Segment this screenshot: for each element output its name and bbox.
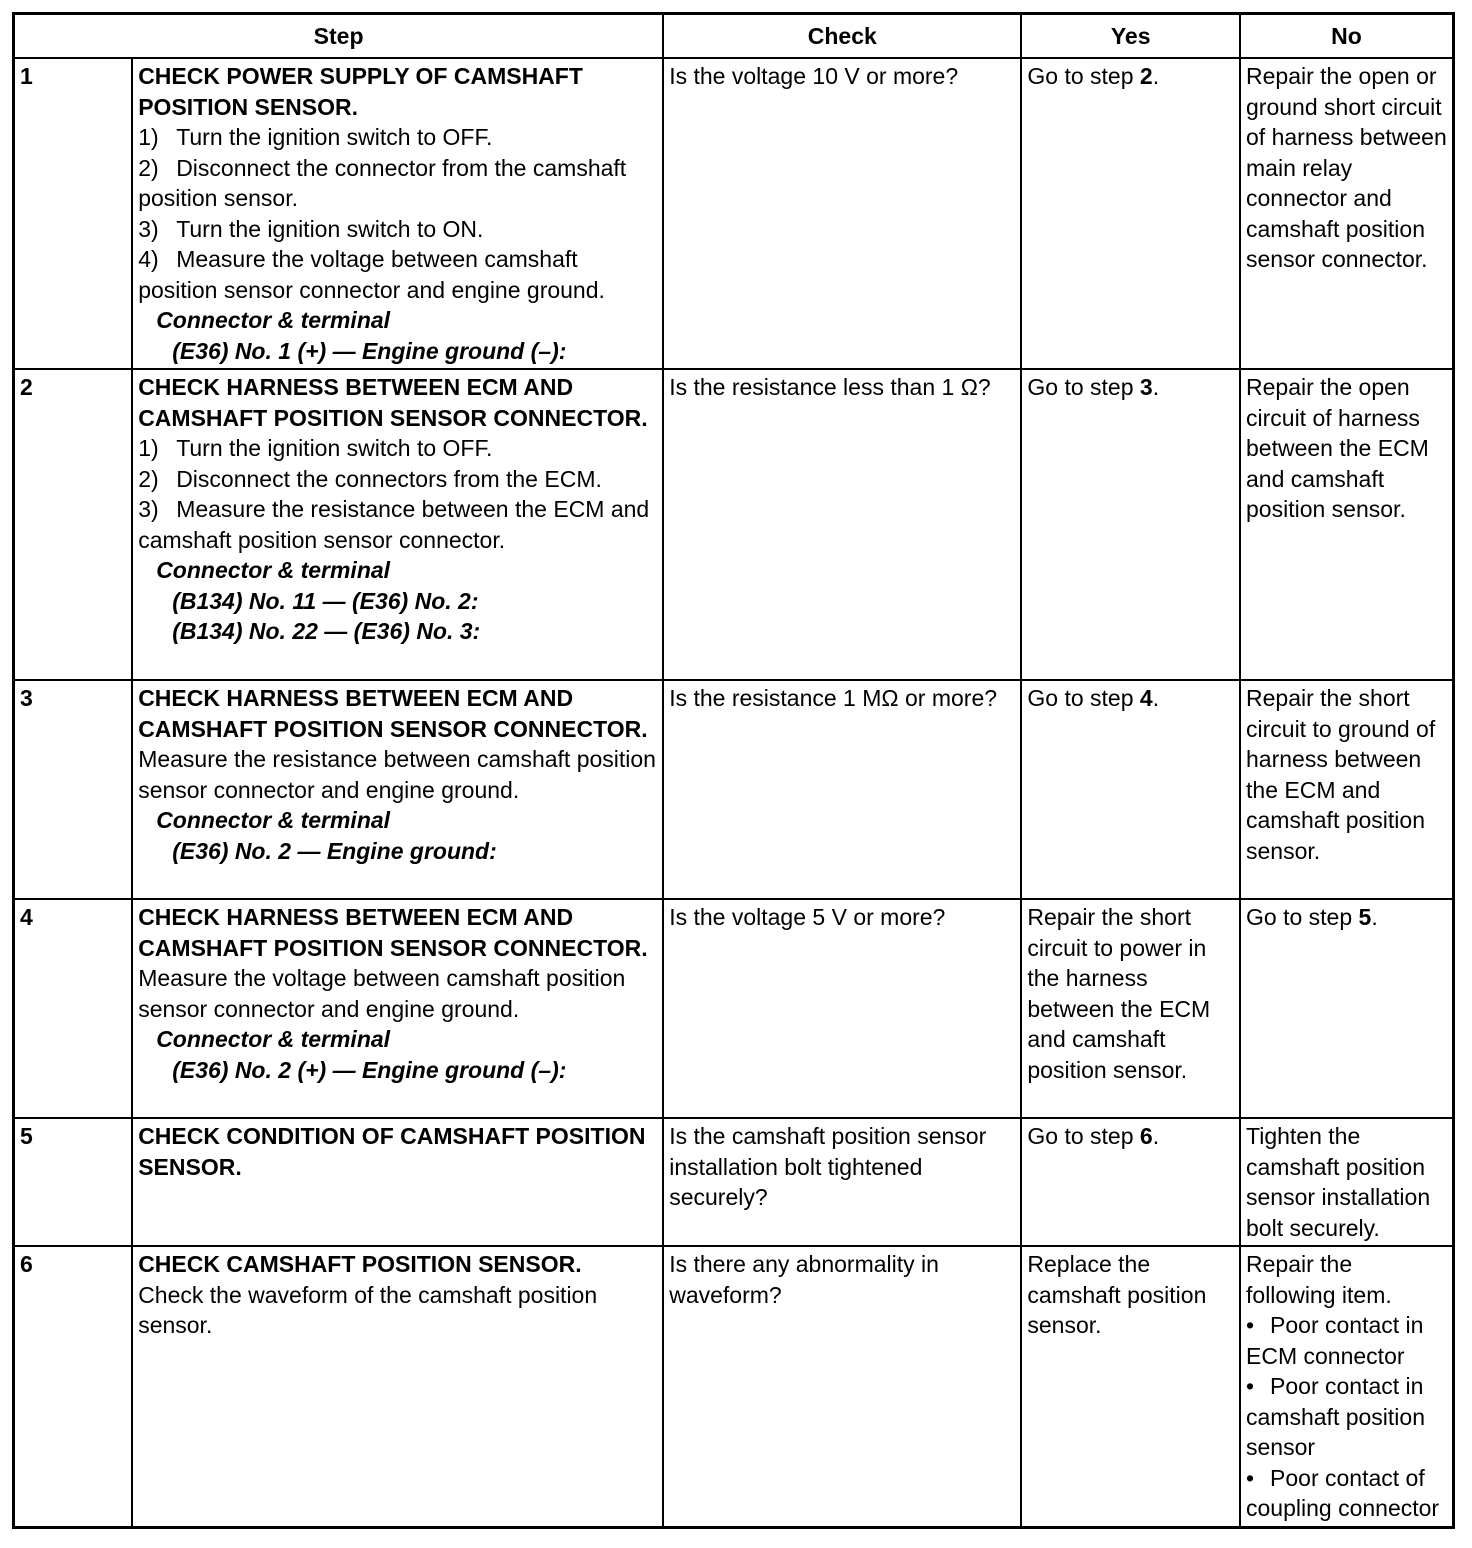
- table-row: [14, 680, 1454, 899]
- yes-cell: Repair the short circuit to power in the harness between the ECM and camshaft position sensor.: [1021, 899, 1240, 1118]
- step-title: CHECK HARNESS BETWEEN ECM AND CAMSHAFT POSITION SENSOR CONNECTOR.: [138, 374, 648, 431]
- header-step: Step: [14, 14, 664, 59]
- step-title: CHECK POWER SUPPLY OF CAMSHAFT POSITION SENSOR.: [138, 63, 583, 120]
- table-row: [14, 899, 1454, 1118]
- table-row: [14, 369, 1454, 680]
- step-body: Measure the voltage between camshaft position sensor connector and engine ground.: [138, 965, 626, 1022]
- header-no: No: [1240, 14, 1453, 59]
- step-number: 3: [14, 680, 133, 899]
- step-number: 6: [14, 1246, 133, 1527]
- step-body: Measure the resistance between camshaft position sensor connector and engine ground.: [138, 746, 656, 803]
- step-number: 4: [14, 899, 133, 1118]
- step-title: CHECK CAMSHAFT POSITION SENSOR.: [138, 1251, 582, 1277]
- step-item: 2) Disconnect the connector from the camshaft position sensor.: [138, 154, 627, 211]
- table-row: [14, 58, 1454, 369]
- step-title: CHECK HARNESS BETWEEN ECM AND CAMSHAFT POSITION SENSOR CONNECTOR.: [138, 904, 648, 961]
- step-title: CHECK CONDITION OF CAMSHAFT POSITION SENSOR.: [138, 1123, 646, 1180]
- no-cell: Tighten the camshaft position sensor installation bolt securely.: [1240, 1118, 1453, 1246]
- no-cell: Repair the short circuit to ground of harness between the ECM and camshaft position sensor.: [1240, 680, 1453, 899]
- diagnostic-table: [12, 12, 1455, 1529]
- check-cell: Is there any abnormality in waveform?: [663, 1246, 1021, 1527]
- connector-header: Connector & terminal: [156, 307, 391, 333]
- step-item: 3) Measure the resistance between the ECM and camshaft position sensor connector.: [138, 496, 650, 553]
- step-item: 1) Turn the ignition switch to OFF.: [138, 435, 493, 461]
- connector-header: Connector & terminal: [156, 807, 391, 833]
- check-cell: Is the voltage 10 V or more?: [663, 58, 1021, 369]
- step-cell: [132, 369, 663, 680]
- check-cell: Is the resistance less than 1 Ω?: [663, 369, 1021, 680]
- yes-cell: Go to step 6.: [1021, 1118, 1240, 1246]
- step-body: Check the waveform of the camshaft position sensor.: [138, 1281, 598, 1338]
- step-cell: [132, 680, 663, 899]
- table-row: [14, 1118, 1454, 1246]
- bullet-item: • Poor contact in camshaft position sensor: [1246, 1373, 1425, 1460]
- bullet-item: • Poor contact of coupling connector: [1246, 1464, 1440, 1521]
- connector-value: (E36) No. 2 — Engine ground:: [172, 837, 497, 864]
- check-cell: Is the voltage 5 V or more?: [663, 899, 1021, 1118]
- step-item: 2) Disconnect the connectors from the ECM.: [138, 465, 602, 492]
- yes-cell: Go to step 3.: [1021, 369, 1240, 680]
- step-number: 5: [14, 1118, 133, 1246]
- step-item: 1) Turn the ignition switch to OFF.: [138, 124, 493, 150]
- step-number: 1: [14, 58, 133, 369]
- bullet-item: • Poor contact in ECM connector: [1246, 1312, 1424, 1369]
- step-item: 4) Measure the voltage between camshaft position sensor connector and engine ground.: [138, 246, 605, 303]
- connector-value: (B134) No. 22 — (E36) No. 3:: [172, 618, 481, 644]
- header-check: Check: [663, 14, 1021, 59]
- yes-cell: Go to step 2.: [1021, 58, 1240, 369]
- step-cell: [132, 899, 663, 1118]
- header-yes: Yes: [1021, 14, 1240, 59]
- connector-header: Connector & terminal: [156, 1026, 391, 1052]
- connector-header: Connector & terminal: [156, 557, 391, 583]
- no-cell: [1240, 1246, 1453, 1527]
- step-item: 3) Turn the ignition switch to ON.: [138, 215, 484, 242]
- connector-value: (B134) No. 11 — (E36) No. 2:: [172, 587, 479, 614]
- step-number: 2: [14, 369, 133, 680]
- step-cell: [132, 58, 663, 369]
- no-cell: Repair the open or ground short circuit of harness between main relay connector and camshaft position sensor connector.: [1240, 58, 1453, 369]
- step-cell: [132, 1118, 663, 1246]
- check-cell: Is the camshaft position sensor installation bolt tightened securely?: [663, 1118, 1021, 1246]
- yes-cell: Replace the camshaft position sensor.: [1021, 1246, 1240, 1527]
- table-row: [14, 1246, 1454, 1527]
- connector-value: (E36) No. 2 (+) — Engine ground (–):: [172, 1056, 567, 1083]
- header-row: [14, 14, 1454, 59]
- connector-value: (E36) No. 1 (+) — Engine ground (–):: [172, 337, 567, 364]
- step-cell: [132, 1246, 663, 1527]
- no-intro: Repair the following item.: [1246, 1251, 1392, 1308]
- check-cell: Is the resistance 1 MΩ or more?: [663, 680, 1021, 899]
- step-title: CHECK HARNESS BETWEEN ECM AND CAMSHAFT POSITION SENSOR CONNECTOR.: [138, 685, 648, 742]
- no-cell: Repair the open circuit of harness between the ECM and camshaft position sensor.: [1240, 369, 1453, 680]
- yes-cell: Go to step 4.: [1021, 680, 1240, 899]
- no-cell: Go to step 5.: [1240, 899, 1453, 1118]
